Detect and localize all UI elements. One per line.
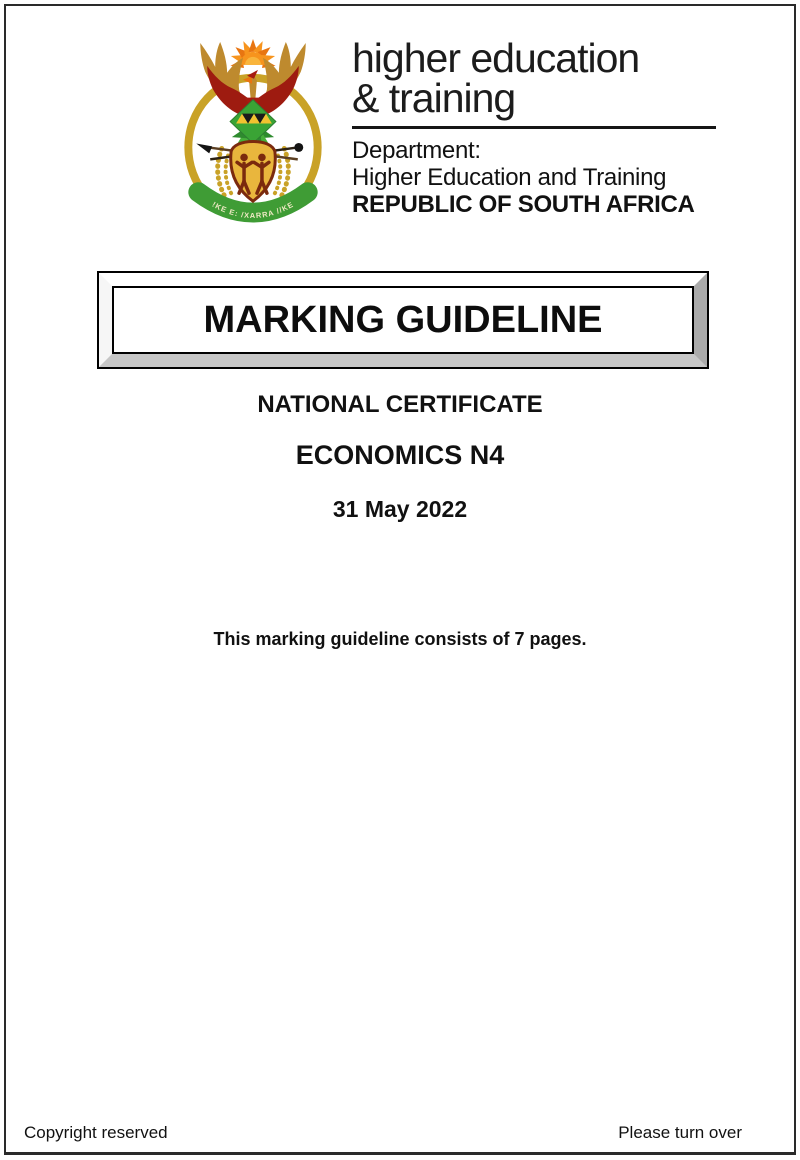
wordmark-line2: & training <box>352 75 516 121</box>
exam-date: 31 May 2022 <box>332 496 468 522</box>
coat-of-arms-icon <box>178 36 328 230</box>
dhet-wordmark <box>352 35 716 121</box>
department-label: Department: <box>352 137 481 164</box>
dhet-masthead <box>178 36 794 230</box>
footer-turn-over: Please turn over <box>618 1123 742 1142</box>
motto-text: !KE E: /XARRA //KE <box>210 199 296 221</box>
marking-guideline-title: MARKING GUIDELINE <box>203 298 603 341</box>
document-page <box>4 4 796 1155</box>
country-name: REPUBLIC OF SOUTH AFRICA <box>352 191 695 218</box>
department-block <box>352 137 716 218</box>
marking-guideline-inner <box>112 286 694 354</box>
certificate-heading: NATIONAL CERTIFICATE <box>257 391 543 418</box>
department-name: Higher Education and Training <box>352 164 667 191</box>
page-footer <box>24 1123 742 1143</box>
header-divider <box>352 126 716 129</box>
footer-copyright: Copyright reserved <box>24 1123 168 1142</box>
marking-guideline-box <box>97 271 709 369</box>
page-count-note: This marking guideline consists of 7 pages. <box>213 629 587 649</box>
shield <box>231 141 276 201</box>
marking-guideline-bevel <box>99 273 707 367</box>
dhet-wordmark-block <box>352 36 716 230</box>
cover-headings <box>6 391 794 650</box>
wordmark-line1: higher education <box>352 35 640 81</box>
subject-heading: ECONOMICS N4 <box>295 440 505 470</box>
